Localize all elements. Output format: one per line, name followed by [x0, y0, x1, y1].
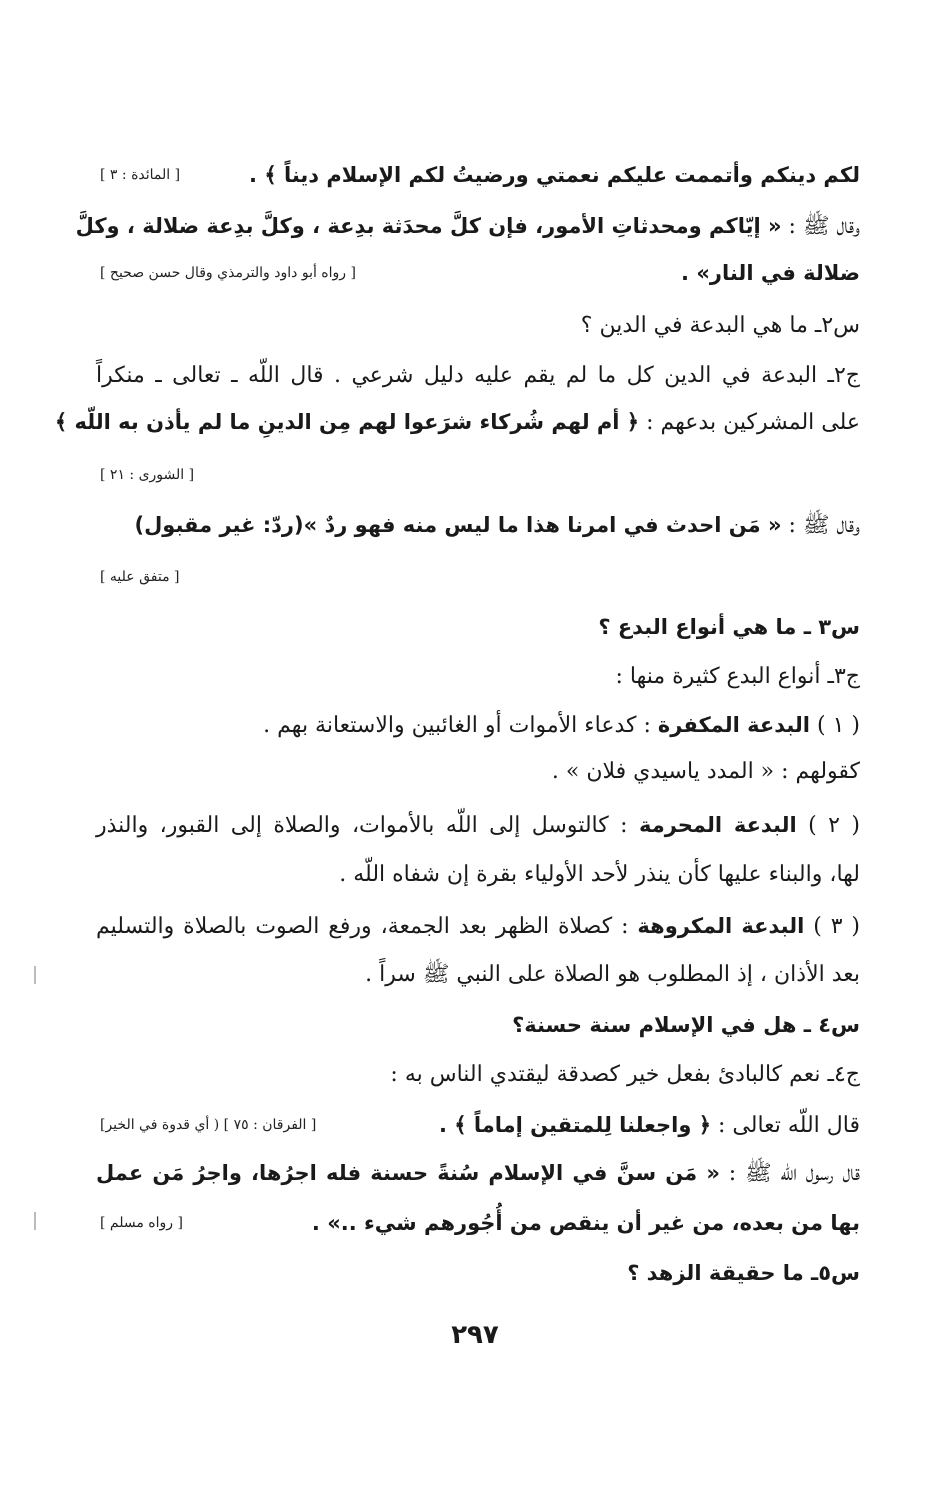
text-line — [54, 402, 860, 443]
text-line — [96, 955, 860, 995]
body-text: قال اللّه تعالى : — [711, 1113, 860, 1138]
text-line — [96, 657, 860, 697]
text-line — [96, 855, 860, 895]
body-text: بعد الأذان ، إذ المطلوب هو الصلاة على النبي ﷺ سراً . — [365, 962, 860, 987]
text-line — [96, 906, 860, 947]
emphasized-text: ﴿ أم لهم شُركاء شرَعوا لهم مِن الدينِ ما لم يأذن به اللّه ﴾ — [54, 410, 640, 434]
text-line — [508, 253, 860, 294]
page-number: ٢٩٧ — [451, 1320, 499, 1350]
citation-reference: [ رواه أبو داود والترمذي وقال حسن صحيح ] — [100, 265, 356, 281]
body-text: على المشركين بدعهم : — [639, 410, 860, 435]
emphasized-text: س٥ـ ما حقيقة الزهد ؟ — [627, 1261, 860, 1285]
text-line — [96, 505, 860, 546]
margin-mark — [34, 966, 36, 984]
text-line — [96, 1005, 860, 1046]
citation-reference: [ المائدة : ٣ ] — [100, 167, 181, 183]
text-line — [96, 705, 860, 746]
text-line — [96, 1253, 860, 1294]
text-line — [96, 607, 860, 648]
emphasized-text: بها من بعده، من غير أن ينقص من أُجُورهم شيء ..» . — [311, 1211, 860, 1235]
emphasized-text: ﴿ واجعلنا لِلمتقين إماماً ﴾ . — [438, 1113, 712, 1137]
body-text: : كدعاء الأموات أو الغائبين والاستعانة بهم . — [263, 713, 658, 738]
emphasized-text: البدعة المكروهة — [637, 914, 805, 938]
citation-reference: [ متفق عليه ] — [100, 569, 180, 585]
citation-reference: [ الفرقان : ٧٥ ] ( أي قدوة في الخير] — [100, 1117, 317, 1133]
emphasized-text: س٣ ـ ما هي أنواع البدع ؟ — [598, 615, 860, 639]
citation-reference: [ الشورى : ٢١ ] — [100, 467, 195, 483]
body-text: وقال ﷺ : — [781, 513, 860, 538]
body-text: وقال ﷺ : — [781, 214, 860, 239]
body-text: س٢ـ ما هي البدعة في الدين ؟ — [580, 313, 860, 338]
text-line — [213, 1203, 860, 1244]
emphasized-text: ضلالة في النار» . — [681, 261, 860, 285]
emphasized-text: البدعة المكفرة — [657, 713, 811, 737]
body-text: ج٤ـ نعم كالبادئ بفعل خير كصدقة ليقتدي الناس به : — [390, 1062, 860, 1087]
emphasized-text: البدعة المحرمة — [638, 813, 797, 837]
citation-reference: [ رواه مسلم ] — [100, 1215, 183, 1231]
body-text: كقولهم : « المدد ياسيدي فلان » . — [551, 759, 860, 784]
body-text: ج٣ـ أنواع البدع كثيرة منها : — [615, 664, 860, 689]
text-line — [96, 805, 860, 846]
body-text: ( ٢ ) — [796, 813, 860, 838]
text-line — [96, 306, 860, 346]
emphasized-text: « مَن سنَّ في الإسلام سُنةً حسنة فله اجرُها، واجرُ مَن عمل — [96, 1161, 720, 1185]
text-line — [232, 155, 860, 196]
body-text: قال رسول اللّه ﷺ : — [719, 1161, 861, 1186]
text-line — [378, 1105, 860, 1146]
text-line — [96, 1153, 860, 1194]
body-text: ج٢ـ البدعة في الدين كل ما لم يقم عليه دليل شرعي . قال اللّه ـ تعالى ـ منكراً — [96, 363, 860, 388]
margin-mark — [34, 1212, 36, 1230]
text-line — [96, 356, 860, 396]
body-text: : كصلاة الظهر بعد الجمعة، ورفع الصوت بالصلاة والتسليم — [96, 914, 638, 939]
emphasized-text: س٤ ـ هل في الإسلام سنة حسنة؟ — [512, 1013, 860, 1037]
emphasized-text: « إيّاكم ومحدثاتِ الأمور، فإن كلَّ محدَثة بدِعة ، وكلَّ بدِعة ضلالة ، وكلَّ — [75, 214, 782, 238]
emphasized-text: « مَن احدث في امرنا هذا ما ليس منه فهو ردٌ »(ردّ: غير مقبول) — [134, 513, 782, 537]
body-text: لها، والبناء عليها كأن ينذر لأحد الأولياء بقرة إن شفاه اللّه . — [339, 862, 860, 887]
body-text: : كالتوسل إلى اللّه بالأموات، والصلاة إلى القبور، والنذر — [96, 813, 639, 838]
text-line — [96, 1055, 860, 1095]
body-text: ( ٣ ) — [804, 914, 861, 939]
body-text: ( ١ ) — [810, 713, 860, 738]
text-line — [75, 206, 860, 247]
emphasized-text: لكم دينكم وأتممت عليكم نعمتي ورضيتُ لكم الإسلام ديناً ﴾ . — [249, 163, 860, 187]
text-line — [96, 752, 860, 792]
